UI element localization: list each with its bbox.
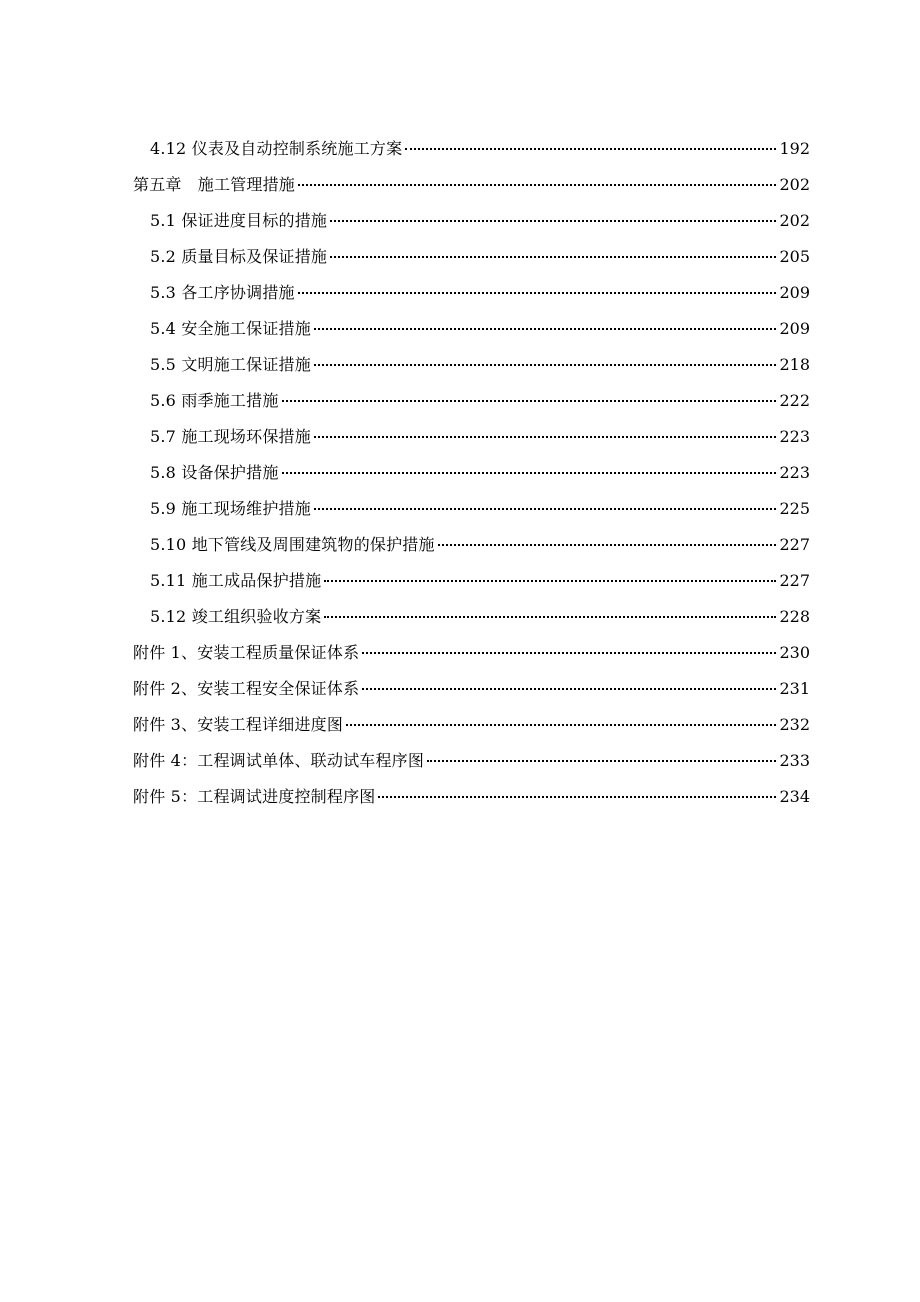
toc-entry[interactable] <box>0 167 810 203</box>
toc-entry-page-number: 218 <box>779 355 810 374</box>
toc-entry-title: 5.4 安全施工保证措施 <box>150 319 311 338</box>
toc-entry-title: 5.8 设备保护措施 <box>150 463 279 482</box>
toc-entry-page-number: 234 <box>779 787 810 806</box>
toc-dot-leader <box>405 148 776 150</box>
toc-dot-leader <box>362 688 776 690</box>
toc-entry[interactable] <box>0 203 810 239</box>
toc-entry[interactable] <box>0 419 810 455</box>
toc-entry-page-number: 227 <box>779 571 810 590</box>
toc-entry-page-number: 225 <box>779 499 810 518</box>
toc-entry-title: 4.12 仪表及自动控制系统施工方案 <box>150 139 403 158</box>
toc-dot-leader <box>298 292 777 294</box>
toc-entry-title: 附件 2、安装工程安全保证体系 <box>133 679 360 698</box>
toc-entry-title: 第五章 施工管理措施 <box>133 175 296 194</box>
toc-entry-title: 附件 5：工程调试进度控制程序图 <box>133 787 376 806</box>
toc-entry[interactable] <box>0 635 810 671</box>
toc-entry[interactable] <box>0 527 810 563</box>
toc-entry-page-number: 205 <box>779 247 810 266</box>
toc-entry-title: 5.12 竣工组织验收方案 <box>150 607 322 626</box>
toc-entry-title: 5.3 各工序协调措施 <box>150 283 295 302</box>
toc-entry-page-number: 227 <box>779 535 810 554</box>
toc-dot-leader <box>330 256 776 258</box>
toc-dot-leader <box>330 220 776 222</box>
toc-entry[interactable] <box>0 707 810 743</box>
toc-entry-page-number: 230 <box>779 643 810 662</box>
toc-entry[interactable] <box>0 563 810 599</box>
toc-entry-title: 5.6 雨季施工措施 <box>150 391 279 410</box>
toc-entry-page-number: 232 <box>779 715 810 734</box>
toc-entry-page-number: 192 <box>779 139 810 158</box>
toc-entry[interactable] <box>0 383 810 419</box>
toc-entry-page-number: 209 <box>779 319 810 338</box>
toc-entry-page-number: 202 <box>779 211 810 230</box>
table-of-contents <box>0 131 920 815</box>
toc-entry-title: 5.1 保证进度目标的措施 <box>150 211 328 230</box>
toc-dot-leader <box>362 652 776 654</box>
toc-entry-page-number: 209 <box>779 283 810 302</box>
toc-entry[interactable] <box>0 455 810 491</box>
toc-entry[interactable] <box>0 599 810 635</box>
toc-entry-title: 附件 4：工程调试单体、联动试车程序图 <box>133 751 425 770</box>
toc-dot-leader <box>314 328 777 330</box>
toc-entry-page-number: 223 <box>779 463 810 482</box>
toc-entry[interactable] <box>0 779 810 815</box>
toc-entry-title: 5.7 施工现场环保措施 <box>150 427 311 446</box>
toc-dot-leader <box>314 436 777 438</box>
toc-entry[interactable] <box>0 131 810 167</box>
toc-dot-leader <box>282 472 777 474</box>
toc-entry-page-number: 202 <box>779 175 810 194</box>
toc-entry-title: 附件 1、安装工程质量保证体系 <box>133 643 360 662</box>
toc-entry-title: 5.10 地下管线及周围建筑物的保护措施 <box>150 535 435 554</box>
toc-entry-title: 附件 3、安装工程详细进度图 <box>133 715 344 734</box>
toc-entry-title: 5.9 施工现场维护措施 <box>150 499 311 518</box>
toc-dot-leader <box>324 580 776 582</box>
toc-entry[interactable] <box>0 239 810 275</box>
toc-dot-leader <box>298 184 776 186</box>
toc-entry[interactable] <box>0 491 810 527</box>
toc-entry[interactable] <box>0 311 810 347</box>
toc-dot-leader <box>427 760 776 762</box>
toc-dot-leader <box>438 544 777 546</box>
toc-dot-leader <box>346 724 776 726</box>
toc-entry-page-number: 222 <box>779 391 810 410</box>
toc-entry-title: 5.2 质量目标及保证措施 <box>150 247 328 266</box>
toc-dot-leader <box>378 796 776 798</box>
toc-dot-leader <box>324 616 776 618</box>
toc-entry-page-number: 223 <box>779 427 810 446</box>
toc-dot-leader <box>314 508 777 510</box>
toc-entry[interactable] <box>0 347 810 383</box>
toc-entry-page-number: 228 <box>779 607 810 626</box>
toc-dot-leader <box>282 400 777 402</box>
toc-entry[interactable] <box>0 743 810 779</box>
toc-entry[interactable] <box>0 275 810 311</box>
toc-entry[interactable] <box>0 671 810 707</box>
toc-entry-title: 5.11 施工成品保护措施 <box>150 571 322 590</box>
toc-dot-leader <box>314 364 777 366</box>
toc-entry-page-number: 231 <box>779 679 810 698</box>
toc-entry-title: 5.5 文明施工保证措施 <box>150 355 311 374</box>
toc-entry-page-number: 233 <box>779 751 810 770</box>
